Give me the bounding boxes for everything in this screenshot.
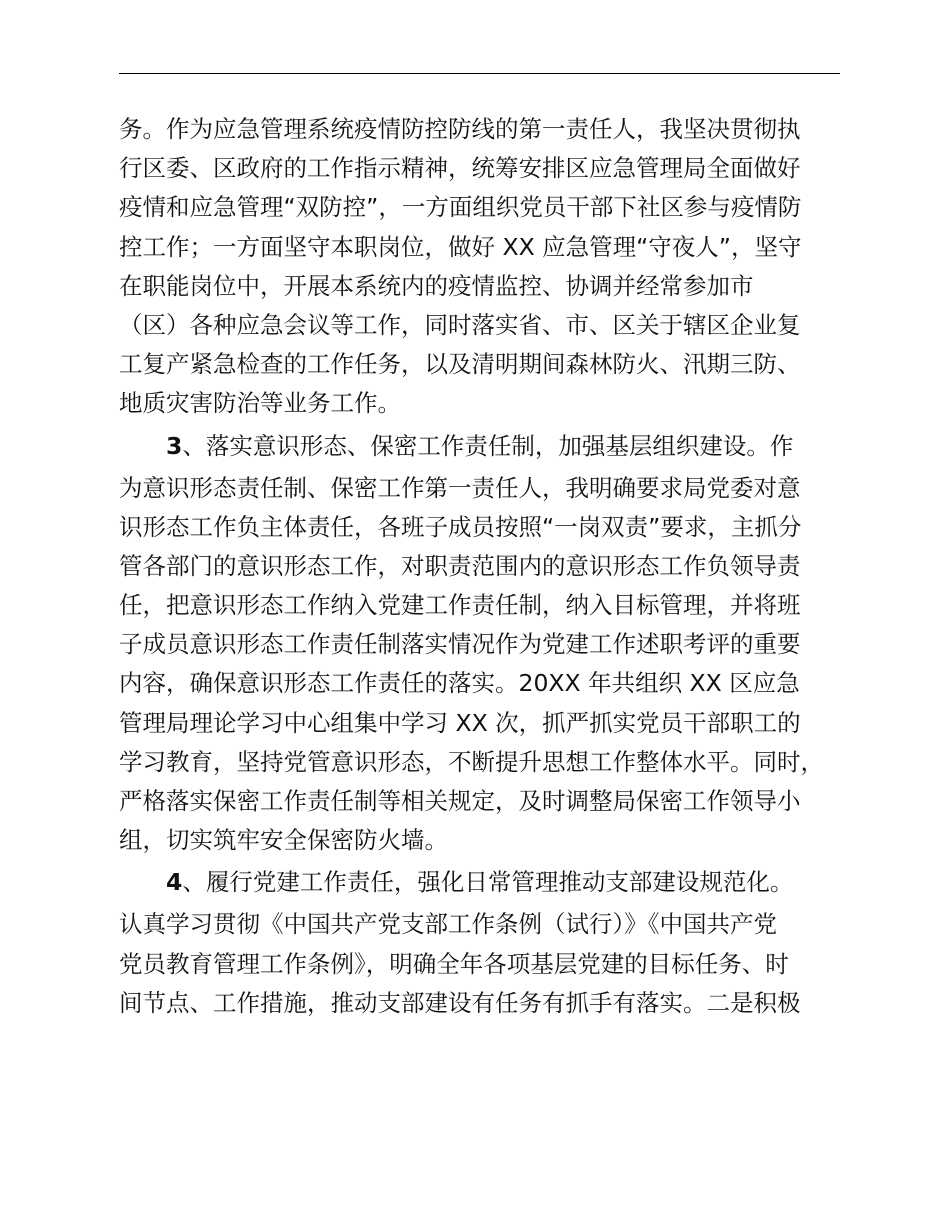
text-line: 行区委、区政府的工作指示精神，统筹安排区应急管理局全面做好 <box>119 154 801 183</box>
text-line: 组，切实筑牢安全保密防火墙。 <box>119 826 448 855</box>
text-line: 识形态工作负主体责任，各班子成员按照“一岗双责”要求，主抓分 <box>119 512 802 541</box>
paragraph-heading: 、履行党建工作责任，强化日常管理推动支部建设规范化。 <box>182 868 794 897</box>
text-line: 学习教育，坚持党管意识形态，不断提升思想工作整体水平。同时， <box>119 747 824 776</box>
text-line: 工复产紧急检查的工作任务，以及清明期间森林防火、汛期三防、 <box>119 350 801 379</box>
text-line: 严格落实保密工作责任制等相关规定，及时调整局保密工作领导小 <box>119 787 801 815</box>
document-body <box>119 110 859 1023</box>
text-line: 务。作为应急管理系统疫情防控防线的第一责任人，我坚决贯彻执 <box>119 115 801 143</box>
text-line: 任，把意识形态工作纳入党建工作责任制，纳入目标管理，并将班 <box>119 591 801 620</box>
section-number: 4 <box>166 868 183 897</box>
text-line: 管理局理论学习中心组集中学习 XX 次，抓严抓实党员干部职工的 <box>119 708 801 737</box>
paragraph-first-line <box>119 424 859 469</box>
text-line: 子成员意识形态工作责任制落实情况作为党建工作述职考评的重要 <box>119 630 801 659</box>
text-line: （区）各种应急会议等工作，同时落实省、市、区关于辖区企业复 <box>119 310 801 339</box>
paragraph-4 <box>119 860 859 1023</box>
text-line: 认真学习贯彻《中国共产党支部工作条例（试行）》《中国共产党 <box>119 910 777 939</box>
text-line: 内容，确保意识形态工作责任的落实。20XX 年共组织 XX 区应急 <box>119 669 800 698</box>
text-line: 党员教育管理工作条例》，明确全年各项基层党建的目标任务、时 <box>119 949 789 978</box>
text-line: 为意识形态责任制、保密工作第一责任人，我明确要求局党委对意 <box>119 473 801 502</box>
text-line: 疫情和应急管理“双防控”，一方面组织党员干部下社区参与疫情防 <box>119 193 802 222</box>
header-rule <box>119 73 840 74</box>
text-line: 地质灾害防治等业务工作。 <box>119 389 401 418</box>
text-line: 控工作；一方面坚守本职岗位，做好 XX 应急管理“守夜人”，坚守 <box>119 232 802 261</box>
paragraph-3 <box>119 424 859 861</box>
paragraph-continuation <box>119 110 859 424</box>
text-line: 在职能岗位中，开展本系统内的疫情监控、协调并经常参加市 <box>119 271 754 300</box>
paragraph-first-line <box>119 860 859 905</box>
text-line: 管各部门的意识形态工作，对职责范围内的意识形态工作负领导责 <box>119 551 801 580</box>
section-number: 3 <box>166 431 183 460</box>
text-line: 间节点、工作措施，推动支部建设有任务有抓手有落实。二是积极 <box>119 988 801 1017</box>
paragraph-heading: 、落实意识形态、保密工作责任制，加强基层组织建设。作 <box>182 431 794 460</box>
